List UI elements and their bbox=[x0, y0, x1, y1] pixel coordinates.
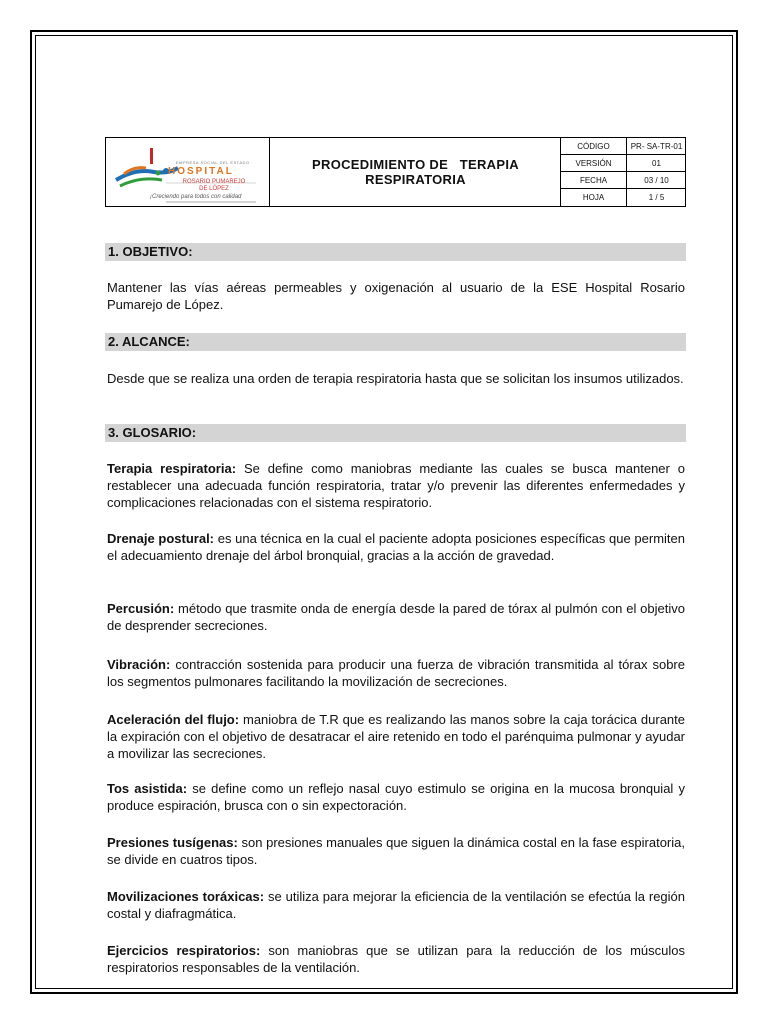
logo-subname-line1: ROSARIO PUMAREJO bbox=[182, 179, 246, 185]
document-title-line1: PROCEDIMIENTO DE TERAPIA bbox=[312, 157, 519, 172]
logo-subname bbox=[174, 179, 254, 193]
section-heading-glosario: 3. GLOSARIO: bbox=[105, 424, 686, 442]
glossary-entry bbox=[107, 600, 685, 634]
glossary-definition: son maniobras que se utilizan para la reducción de los músculos respiratorios responsables de la ventilación. bbox=[107, 943, 686, 975]
logo-topline: EMPRESA SOCIAL DEL ESTADO bbox=[176, 160, 250, 165]
meta-value: 1 / 5 bbox=[648, 193, 665, 202]
document-title bbox=[270, 138, 561, 206]
glossary-definition: método que trasmite onda de energía desde la pared de tórax al pulmón con el objetivo de desprender secreciones. bbox=[107, 601, 685, 633]
glossary-entry bbox=[107, 711, 685, 762]
meta-row-fecha bbox=[561, 172, 686, 189]
glossary-entry bbox=[107, 780, 685, 814]
meta-row-hoja bbox=[561, 189, 686, 206]
glossary-entry bbox=[107, 888, 685, 922]
meta-value: 01 bbox=[652, 158, 661, 168]
glossary-term: Percusión: bbox=[107, 601, 175, 616]
logo-subname-line2: DE LÓPEZ bbox=[199, 186, 229, 192]
glossary-definition: contracción sostenida para producir una fuerza de vibración transmitida al tórax sobre los segmentos pulmonares facilitando la movilización de secreciones. bbox=[107, 657, 685, 689]
meta-key: VERSIÓN bbox=[561, 155, 627, 171]
logo-hospital-word: HOSPITAL bbox=[168, 166, 234, 177]
glossary-term: Movilizaciones toráxicas: bbox=[107, 889, 265, 904]
meta-value: PR- SA-TR-01 bbox=[630, 141, 683, 151]
glossary-definition: se define como un reflejo nasal cuyo estimulo se origina en la mucosa bronquial y produce espiración, brusca con o sin expectoración. bbox=[107, 781, 685, 813]
glossary-term: Drenaje postural: bbox=[107, 531, 215, 546]
section-heading-objetivo: 1. OBJETIVO: bbox=[105, 243, 686, 261]
glossary-term: Tos asistida: bbox=[107, 781, 188, 796]
meta-key: HOJA bbox=[561, 189, 627, 206]
objetivo-paragraph: Mantener las vías aéreas permeables y oxigenación al usuario de la ESE Hospital Rosario Pumarejo de López. bbox=[107, 280, 685, 312]
glossary-entry bbox=[107, 656, 685, 690]
glossary-entry bbox=[107, 530, 685, 564]
document-title-line2: RESPIRATORIA bbox=[365, 172, 466, 187]
glossary-term: Ejercicios respiratorios: bbox=[107, 943, 261, 958]
glossary-definition: se utiliza para mejorar la eficiencia de la ventilación se efectúa la región costal y diafragmática. bbox=[107, 889, 686, 921]
logo-slogan: ¡Creciendo para todos con calidad bbox=[150, 194, 242, 200]
hospital-logo bbox=[106, 138, 270, 206]
glossary-definition: son presiones manuales que siguen la dinámica costal en la fase espiratoria, se divide en cuatros tipos. bbox=[107, 835, 685, 867]
meta-row-codigo bbox=[561, 138, 686, 155]
glossary-entry bbox=[107, 460, 685, 511]
document-meta-table bbox=[560, 138, 686, 206]
meta-value: 03 / 10 bbox=[644, 175, 669, 185]
document-header bbox=[105, 137, 686, 207]
meta-row-version bbox=[561, 155, 686, 172]
meta-key: CÓDIGO bbox=[561, 138, 627, 154]
glossary-definition: es una técnica en la cual el paciente adopta posiciones específicas que permiten el adecuamiento drenaje del árbol bronquial, gracias a la acción de gravedad. bbox=[107, 531, 685, 563]
glossary-entry bbox=[107, 834, 685, 868]
glossary-entry bbox=[107, 942, 685, 976]
glossary-definition: maniobra de T.R que es realizando las manos sobre la caja torácica durante la expiración con el objetivo de desatracar el aire retenido en todo el parénquima pulmonar y ayudar a movilizar las secreciones. bbox=[107, 712, 685, 761]
glossary-term: Terapia respiratoria: bbox=[107, 461, 237, 476]
glossary-term: Aceleración del flujo: bbox=[107, 712, 240, 727]
alcance-paragraph: Desde que se realiza una orden de terapia respiratoria hasta que se solicitan los insumos utilizados. bbox=[107, 371, 684, 386]
meta-key: FECHA bbox=[561, 172, 627, 188]
glossary-term: Presiones tusígenas: bbox=[107, 835, 238, 850]
section-heading-alcance: 2. ALCANCE: bbox=[105, 333, 686, 351]
glossary-term: Vibración: bbox=[107, 657, 171, 672]
glossary-definition: Se define como maniobras mediante las cuales se busca mantener o restablecer una adecuada función respiratoria, tratar y/o prevenir las diferentes enfermedades y complicaciones relacionadas con el sistema respiratorio. bbox=[107, 461, 685, 510]
